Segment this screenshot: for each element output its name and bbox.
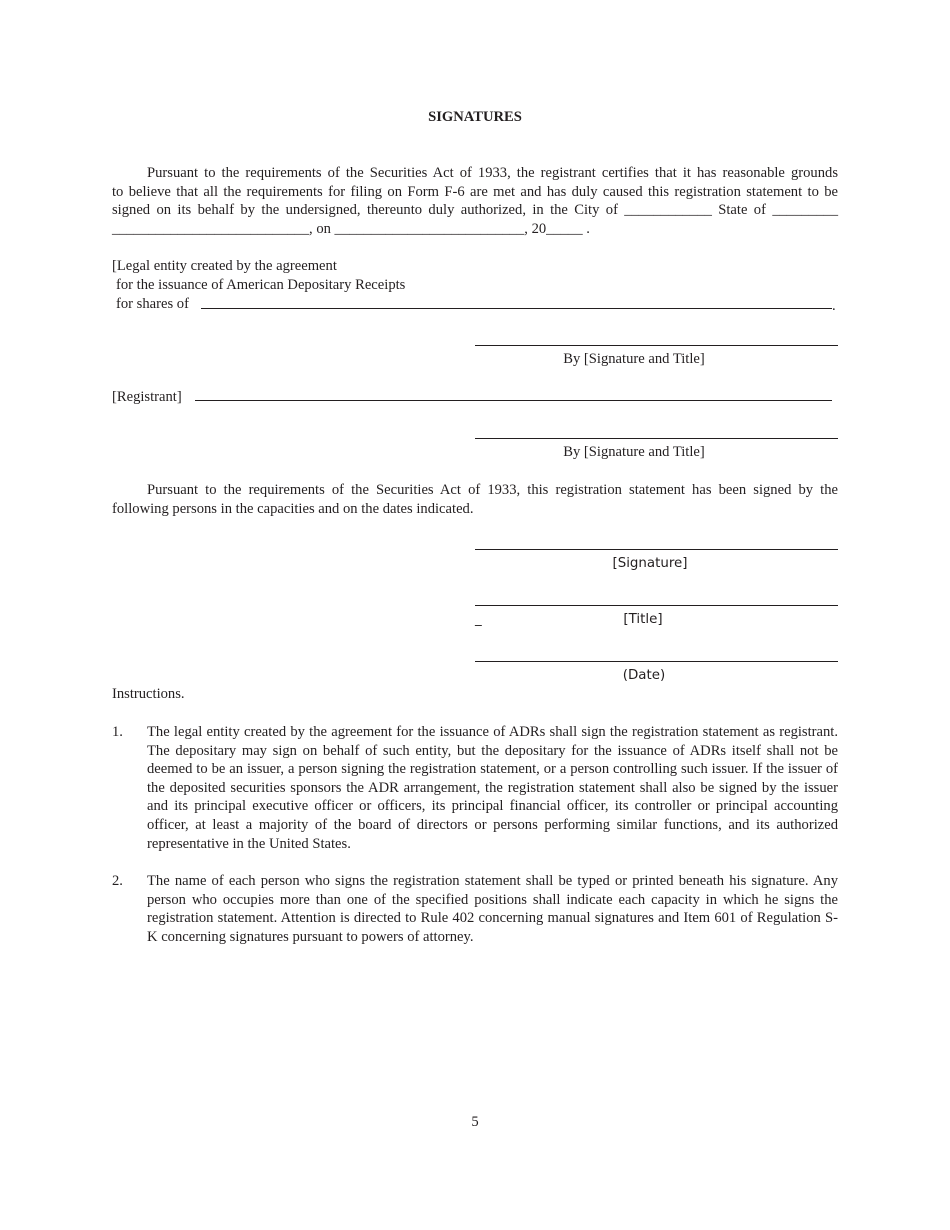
intro-paragraph (112, 164, 838, 238)
instructions-heading: Instructions. (112, 686, 185, 702)
registrant-label: [Registrant] (112, 389, 182, 405)
person-title-line[interactable] (475, 605, 838, 606)
shares-of-fill-line[interactable] (201, 308, 832, 309)
intro-line-3: signed on its behalf by the undersigned, thereunto duly authorized, in the City of ____________ State of _________ (112, 202, 838, 219)
instruction-text-1: The legal entity created by the agreement for the issuance of ADRs shall sign the registration statement as registrant. The depositary may sign on behalf of such entity, but the depositary for the issuance of ADRs itself shall not be deemed to be an issuer, a person signing the registration statement, or a person controlling such issuer. If the issuer of the deposited securities sponsors the ADR arrangement, the registration statement shall also be signed by the issuer and its principal executive officer or officers, its principal financial officer, its controller or principal accounting officer, at least a majority of the board of directors or persons performing similar functions, and its authorized representative in the United States. (147, 724, 838, 852)
instruction-number-1: 1. (112, 724, 123, 740)
signature-caption-1: By [Signature and Title] (563, 351, 705, 367)
person-signature-line[interactable] (475, 549, 838, 550)
shares-of-trailing-mark: . (832, 298, 836, 314)
legal-entity-line-1: [Legal entity created by the agreement (112, 258, 337, 274)
intro-line-1: Pursuant to the requirements of the Securities Act of 1933, the registrant certifies that it has reasonable grounds (147, 165, 838, 181)
second-paragraph (112, 481, 838, 518)
signature-line-1[interactable] (475, 345, 838, 346)
instruction-text-2: The name of each person who signs the registration statement shall be typed or printed beneath his signature. Any person who occupies more than one of the specified positions shall indicate each capacity in which he signs the registration statement. Attention is directed to Rule 402 concerning manual signatures and Item 601 of Regulation S-K concerning signatures pursuant to powers of attorney. (147, 873, 838, 945)
instruction-number-2: 2. (112, 873, 123, 889)
title-stray-mark: _ (475, 612, 482, 627)
second-line-1: Pursuant to the requirements of the Securities Act of 1933, this registration statement has been signed by the (147, 482, 838, 498)
signature-line-2[interactable] (475, 438, 838, 439)
second-line-2: following persons in the capacities and on the dates indicated. (112, 500, 474, 517)
intro-line-2: to believe that all the requirements for filing on Form F-6 are met and has duly caused this registration statement to be (112, 183, 838, 200)
intro-line-4: ___________________________, on __________________________, 20_____ . (112, 220, 590, 237)
page-number: 5 (471, 1114, 479, 1130)
legal-entity-line-2: for the issuance of American Depositary Receipts (116, 277, 406, 293)
person-title-caption: [Title] (623, 612, 663, 627)
legal-entity-line-3: for shares of (116, 296, 189, 312)
person-date-line[interactable] (475, 661, 838, 662)
registrant-fill-line[interactable] (195, 400, 832, 401)
person-date-caption: (Date) (622, 668, 666, 683)
page-title: SIGNATURES (428, 109, 522, 125)
signature-caption-2: By [Signature and Title] (563, 444, 705, 460)
person-signature-caption: [Signature] (612, 556, 688, 571)
